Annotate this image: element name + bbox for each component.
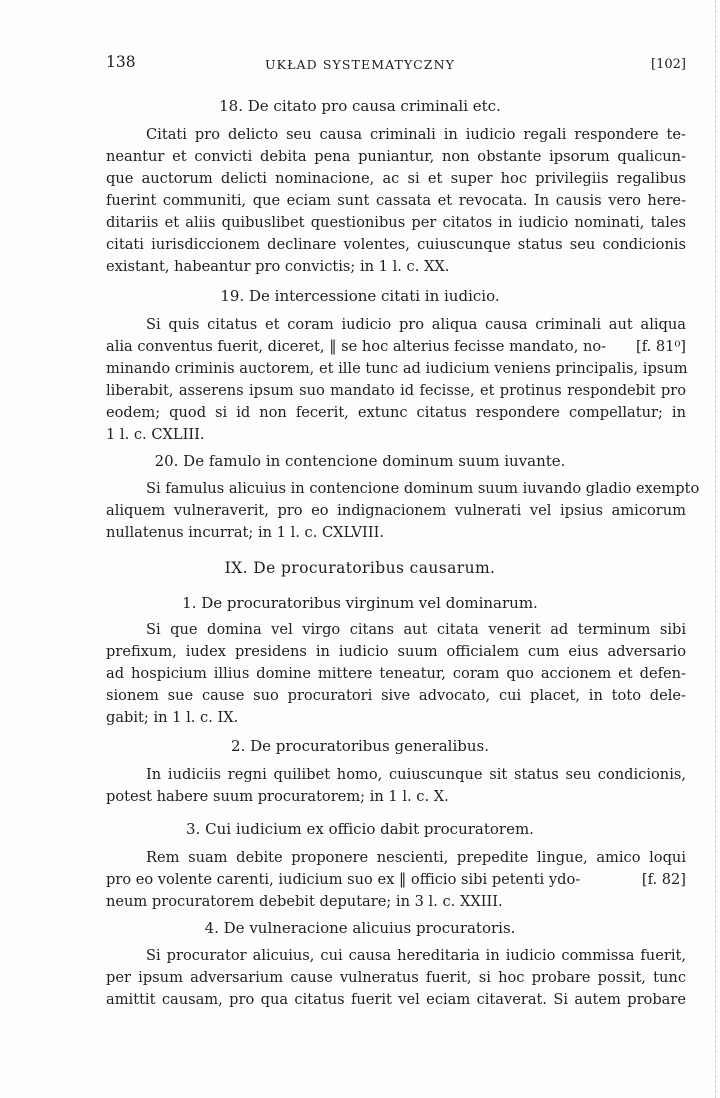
subsection-heading: 18. De citato pro causa criminali etc. bbox=[219, 97, 501, 115]
paragraph bbox=[106, 314, 686, 446]
paragraph bbox=[106, 945, 686, 1011]
subsection-heading: 1. De procuratoribus virginum vel dominarum. bbox=[182, 594, 538, 612]
subsection-heading: 20. De famulo in contencione dominum suum iuvante. bbox=[154, 452, 566, 470]
text-line: liberabit, asserens ipsum suo mandato id fecisse, et protinus respondebit pro bbox=[106, 382, 686, 399]
text-line: In iudiciis regni quilibet homo, cuiuscunque sit status seu condicionis, bbox=[146, 766, 686, 783]
running-title: UKŁAD SYSTEMATYCZNY bbox=[265, 57, 455, 72]
subsection-heading: 2. De procuratoribus generalibus. bbox=[231, 737, 489, 755]
subsection-heading: 19. De intercessione citati in iudicio. bbox=[220, 287, 500, 305]
text-line: nullatenus incurrat; in 1 l. c. CXLVIII. bbox=[106, 524, 384, 541]
text-line: sionem sue cause suo procuratori sive advocato, cui placet, in toto dele- bbox=[106, 687, 686, 704]
text-line: citati iurisdiccionem declinare volentes, cuiuscunque status seu condicionis bbox=[106, 236, 686, 253]
page-number: 138 bbox=[106, 53, 136, 71]
text-line: gabit; in 1 l. c. IX. bbox=[106, 709, 239, 726]
text-line-content: alia conventus fuerit, diceret, ‖ se hoc alterius fecisse mandato, no- bbox=[106, 338, 607, 355]
paragraph bbox=[106, 847, 686, 913]
text-line: Rem suam debite proponere nescienti, prepedite lingue, amico loqui bbox=[146, 849, 686, 866]
text-line: existant, habeantur pro convictis; in 1 l. c. XX. bbox=[106, 258, 450, 275]
text-line bbox=[106, 869, 686, 891]
text-line: potest habere suum procuratorem; in 1 l. c. X. bbox=[106, 788, 449, 805]
text-line: fuerint communiti, que eciam sunt cassata et revocata. In causis vero here- bbox=[106, 192, 686, 209]
text-line: neum procuratorem debebit deputare; in 3 l. c. XXIII. bbox=[106, 893, 503, 910]
section-heading: IX. De procuratoribus causarum. bbox=[224, 559, 496, 577]
folio-marker: [f. 81⁰] bbox=[636, 338, 686, 355]
text-line: aliquem vulneraverit, pro eo indignacionem vulnerati vel ipsius amicorum bbox=[106, 502, 686, 519]
subsection-heading: 3. Cui iudicium ex officio dabit procuratorem. bbox=[186, 820, 534, 838]
text-line-content: pro eo volente carenti, iudicium suo ex ‖ officio sibi petenti ydo- bbox=[106, 871, 581, 888]
folio-marker: [f. 82] bbox=[641, 871, 686, 888]
text-line: prefixum, iudex presidens in iudicio suum officialem cum eius adversario bbox=[106, 643, 686, 660]
text-line: 1 l. c. CXLIII. bbox=[106, 426, 205, 443]
text-line: eodem; quod si id non fecerit, extunc citatus respondere compellatur; in bbox=[106, 404, 686, 421]
text-line: Si que domina vel virgo citans aut citata venerit ad terminum sibi bbox=[146, 621, 686, 638]
text-line bbox=[106, 336, 686, 358]
text-line: Si quis citatus et coram iudicio pro aliqua causa criminali aut aliqua bbox=[146, 316, 686, 333]
text-line: Citati pro delicto seu causa criminali in iudicio regali respondere te- bbox=[146, 126, 686, 143]
paragraph bbox=[106, 124, 686, 278]
text-line: minando criminis auctorem, et ille tunc ad iudicium veniens principalis, ipsum bbox=[106, 360, 688, 377]
text-line: Si procurator alicuius, cui causa hereditaria in iudicio commissa fuerit, bbox=[146, 947, 686, 964]
text-line: ditariis et aliis quibuslibet questionibus per citatos in iudicio nominati, tales bbox=[106, 214, 686, 231]
text-line: ad hospicium illius domine mittere teneatur, coram quo accionem et defen- bbox=[106, 665, 686, 682]
text-line: per ipsum adversarium cause vulneratus fuerit, si hoc probare possit, tunc bbox=[106, 969, 686, 986]
text-line: amittit causam, pro qua citatus fuerit vel eciam citaverat. Si autem probare bbox=[106, 991, 686, 1008]
paragraph bbox=[106, 619, 686, 729]
text-line: que auctorum delicti nominacione, ac si et super hoc privilegiis regalibus bbox=[106, 170, 686, 187]
paragraph bbox=[106, 478, 700, 544]
text-line: neantur et convicti debita pena puniantur, non obstante ipsorum qualicun- bbox=[106, 148, 686, 165]
subsection-heading: 4. De vulneracione alicuius procuratoris. bbox=[204, 919, 516, 937]
paragraph bbox=[106, 764, 686, 808]
page-reference: [102] bbox=[651, 57, 686, 72]
text-line: Si famulus alicuius in contencione dominum suum iuvando gladio exempto bbox=[146, 480, 700, 497]
